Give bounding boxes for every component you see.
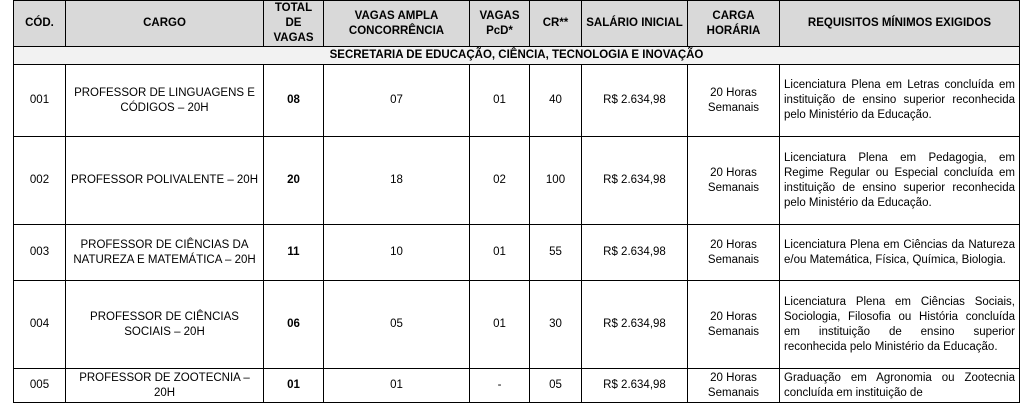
cell-salario: R$ 2.634,98 <box>582 281 688 369</box>
cell-cargo: PROFESSOR DE LINGUAGENS E CÓDIGOS – 20H <box>66 65 264 137</box>
cell-vagas-ampla: 10 <box>324 225 470 281</box>
cell-requisitos: Licenciatura Plena em Pedagogia, em Regime Regular ou Especial concluída em instituição de ensino superior reconhecida pelo Ministério da Educação. <box>780 137 1020 225</box>
header-total-vagas: TOTAL DE VAGAS <box>264 1 324 47</box>
cell-cargo: PROFESSOR DE CIÊNCIAS SOCIAIS – 20H <box>66 281 264 369</box>
table-row <box>14 369 1020 403</box>
cell-requisitos: Graduação em Agronomia ou Zootecnia concluída em instituição de <box>780 369 1020 403</box>
vacancies-table <box>13 0 1020 403</box>
cell-cod: 001 <box>14 65 66 137</box>
cell-carga: 20 Horas Semanais <box>688 281 780 369</box>
cell-cod: 004 <box>14 281 66 369</box>
cell-vagas-pcd: 01 <box>470 65 530 137</box>
cell-vagas-ampla: 18 <box>324 137 470 225</box>
cell-carga: 20 Horas Semanais <box>688 225 780 281</box>
cell-cr: 05 <box>530 369 582 403</box>
cell-cargo: PROFESSOR DE CIÊNCIAS DA NATUREZA E MATEMÁTICA – 20H <box>66 225 264 281</box>
cell-salario: R$ 2.634,98 <box>582 65 688 137</box>
cell-vagas-pcd: 01 <box>470 225 530 281</box>
header-carga: CARGA HORÁRIA <box>688 1 780 47</box>
header-cr: CR** <box>530 1 582 47</box>
header-vagas-ampla: VAGAS AMPLA CONCORRÊNCIA <box>324 1 470 47</box>
table-row <box>14 225 1020 281</box>
cell-carga: 20 Horas Semanais <box>688 369 780 403</box>
section-title: SECRETARIA DE EDUCAÇÃO, CIÊNCIA, TECNOLOGIA E INOVAÇÃO <box>14 47 1020 65</box>
cell-salario: R$ 2.634,98 <box>582 225 688 281</box>
cell-cod: 005 <box>14 369 66 403</box>
cell-cr: 55 <box>530 225 582 281</box>
cell-salario: R$ 2.634,98 <box>582 369 688 403</box>
cell-vagas-pcd: 01 <box>470 281 530 369</box>
cell-cargo: PROFESSOR POLIVALENTE – 20H <box>66 137 264 225</box>
cell-total-vagas: 11 <box>264 225 324 281</box>
cell-requisitos: Licenciatura Plena em Letras concluída em instituição de ensino superior reconhecida pelo Ministério da Educação. <box>780 65 1020 137</box>
cell-cod: 003 <box>14 225 66 281</box>
table-row <box>14 65 1020 137</box>
table-row <box>14 281 1020 369</box>
cell-vagas-ampla: 01 <box>324 369 470 403</box>
cell-carga: 20 Horas Semanais <box>688 65 780 137</box>
cell-vagas-ampla: 05 <box>324 281 470 369</box>
cell-total-vagas: 08 <box>264 65 324 137</box>
header-salario: SALÁRIO INICIAL <box>582 1 688 47</box>
cell-total-vagas: 06 <box>264 281 324 369</box>
cell-requisitos: Licenciatura Plena em Ciências da Natureza e/ou Matemática, Física, Química, Biologia. <box>780 225 1020 281</box>
section-row <box>14 47 1020 65</box>
header-row <box>14 1 1020 47</box>
header-cod: CÓD. <box>14 1 66 47</box>
header-cargo: CARGO <box>66 1 264 47</box>
cell-vagas-ampla: 07 <box>324 65 470 137</box>
cell-cod: 002 <box>14 137 66 225</box>
cell-cargo: PROFESSOR DE ZOOTECNIA – 20H <box>66 369 264 403</box>
cell-total-vagas: 01 <box>264 369 324 403</box>
cell-salario: R$ 2.634,98 <box>582 137 688 225</box>
header-requisitos: REQUISITOS MÍNIMOS EXIGIDOS <box>780 1 1020 47</box>
cell-cr: 100 <box>530 137 582 225</box>
cell-requisitos: Licenciatura Plena em Ciências Sociais, Sociologia, Filosofia ou História concluída em instituição de ensino superior reconhecida pelo Ministério da Educação. <box>780 281 1020 369</box>
cell-total-vagas: 20 <box>264 137 324 225</box>
cell-cr: 40 <box>530 65 582 137</box>
cell-vagas-pcd: - <box>470 369 530 403</box>
cell-carga: 20 Horas Semanais <box>688 137 780 225</box>
table-row <box>14 137 1020 225</box>
cell-vagas-pcd: 02 <box>470 137 530 225</box>
header-vagas-pcd: VAGAS PcD* <box>470 1 530 47</box>
cell-cr: 30 <box>530 281 582 369</box>
